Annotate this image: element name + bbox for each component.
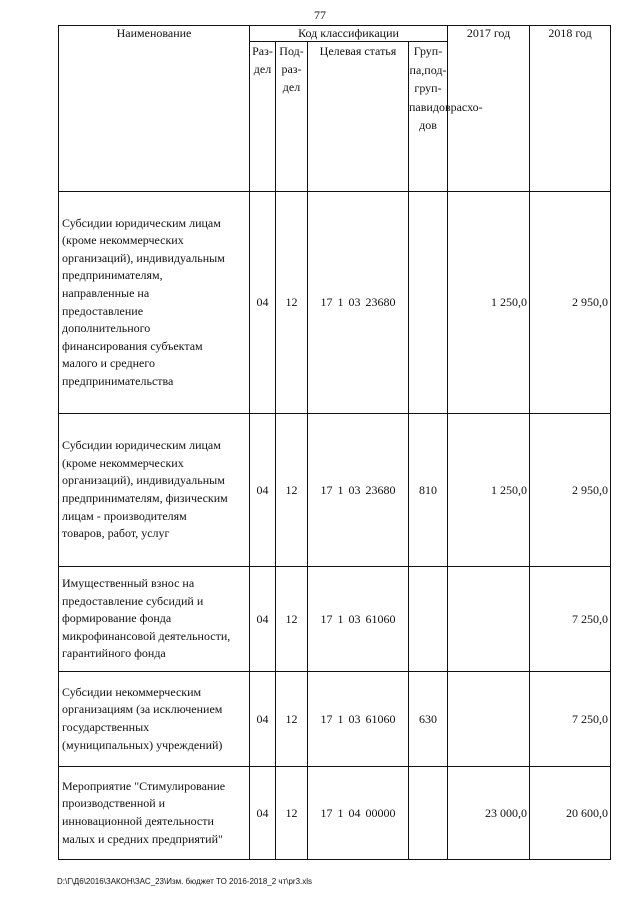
- row-section: 04: [250, 414, 276, 567]
- header-target-article: Целевая статья: [308, 42, 409, 192]
- row-expense-group: [409, 567, 448, 672]
- row-amount-2018: 2 950,0: [530, 192, 611, 414]
- table-row: [59, 414, 611, 567]
- header-section: Раз- дел: [250, 42, 276, 192]
- table-row: [59, 672, 611, 767]
- row-amount-2018: 7 250,0: [530, 672, 611, 767]
- row-target-article: 17 1 03 61060: [308, 672, 409, 767]
- row-subsection: 12: [276, 672, 308, 767]
- row-subsection: 12: [276, 414, 308, 567]
- row-amount-2017: 23 000,0: [448, 767, 530, 860]
- row-amount-2018: 20 600,0: [530, 767, 611, 860]
- header-2017: 2017 год: [448, 26, 530, 192]
- row-subsection: 12: [276, 767, 308, 860]
- row-target-article: 17 1 03 23680: [308, 192, 409, 414]
- row-name: Мероприятие "Стимулирование производственной и инновационной деятельности малых и средних предприятий": [59, 767, 250, 860]
- file-path-footer: D:\Г\Д6\2016\ЗАКОН\ЗАС_23\Изм. бюджет ТО 2016-2018_2 чт\pr3.xls: [57, 877, 313, 886]
- row-expense-group: [409, 192, 448, 414]
- header-name: Наименование: [59, 26, 250, 192]
- row-target-article: 17 1 04 00000: [308, 767, 409, 860]
- table-row: [59, 767, 611, 860]
- header-subsection: Под- раз- дел: [276, 42, 308, 192]
- row-subsection: 12: [276, 192, 308, 414]
- row-subsection: 12: [276, 567, 308, 672]
- header-2018: 2018 год: [530, 26, 611, 192]
- page-number: 77: [314, 8, 326, 22]
- row-name: Субсидии некоммерческим организациям (за исключением государственных (муниципальных) учреждений): [59, 672, 250, 767]
- row-section: 04: [250, 192, 276, 414]
- row-amount-2018: 7 250,0: [530, 567, 611, 672]
- row-section: 04: [250, 672, 276, 767]
- row-expense-group: 630: [409, 672, 448, 767]
- row-target-article: 17 1 03 23680: [308, 414, 409, 567]
- row-name: Субсидии юридическим лицам (кроме некоммерческих организаций), индивидуальным предпринимателям, физическим лицам - производителям товаров, работ, услуг: [59, 414, 250, 567]
- row-name: Имущественный взнос на предоставление субсидий и формирование фонда микрофинансовой деятельности, гарантийного фонда: [59, 567, 250, 672]
- row-expense-group: [409, 767, 448, 860]
- row-expense-group: 810: [409, 414, 448, 567]
- row-amount-2017: 1 250,0: [448, 192, 530, 414]
- row-amount-2018: 2 950,0: [530, 414, 611, 567]
- row-target-article: 17 1 03 61060: [308, 567, 409, 672]
- row-name: Субсидии юридическим лицам (кроме некоммерческих организаций), индивидуальным предпринимателям, направленные на предоставление дополнительного финансирования субъектам малого и среднего предпринимательства: [59, 192, 250, 414]
- row-section: 04: [250, 767, 276, 860]
- row-amount-2017: [448, 567, 530, 672]
- budget-table: [58, 25, 611, 860]
- header-code: Код классификации: [250, 26, 448, 42]
- table-row: [59, 567, 611, 672]
- row-section: 04: [250, 567, 276, 672]
- row-amount-2017: [448, 672, 530, 767]
- table-row: [59, 192, 611, 414]
- header-expense-group: Груп-па,под-груп-павидоврасхо-дов: [409, 42, 448, 192]
- row-amount-2017: 1 250,0: [448, 414, 530, 567]
